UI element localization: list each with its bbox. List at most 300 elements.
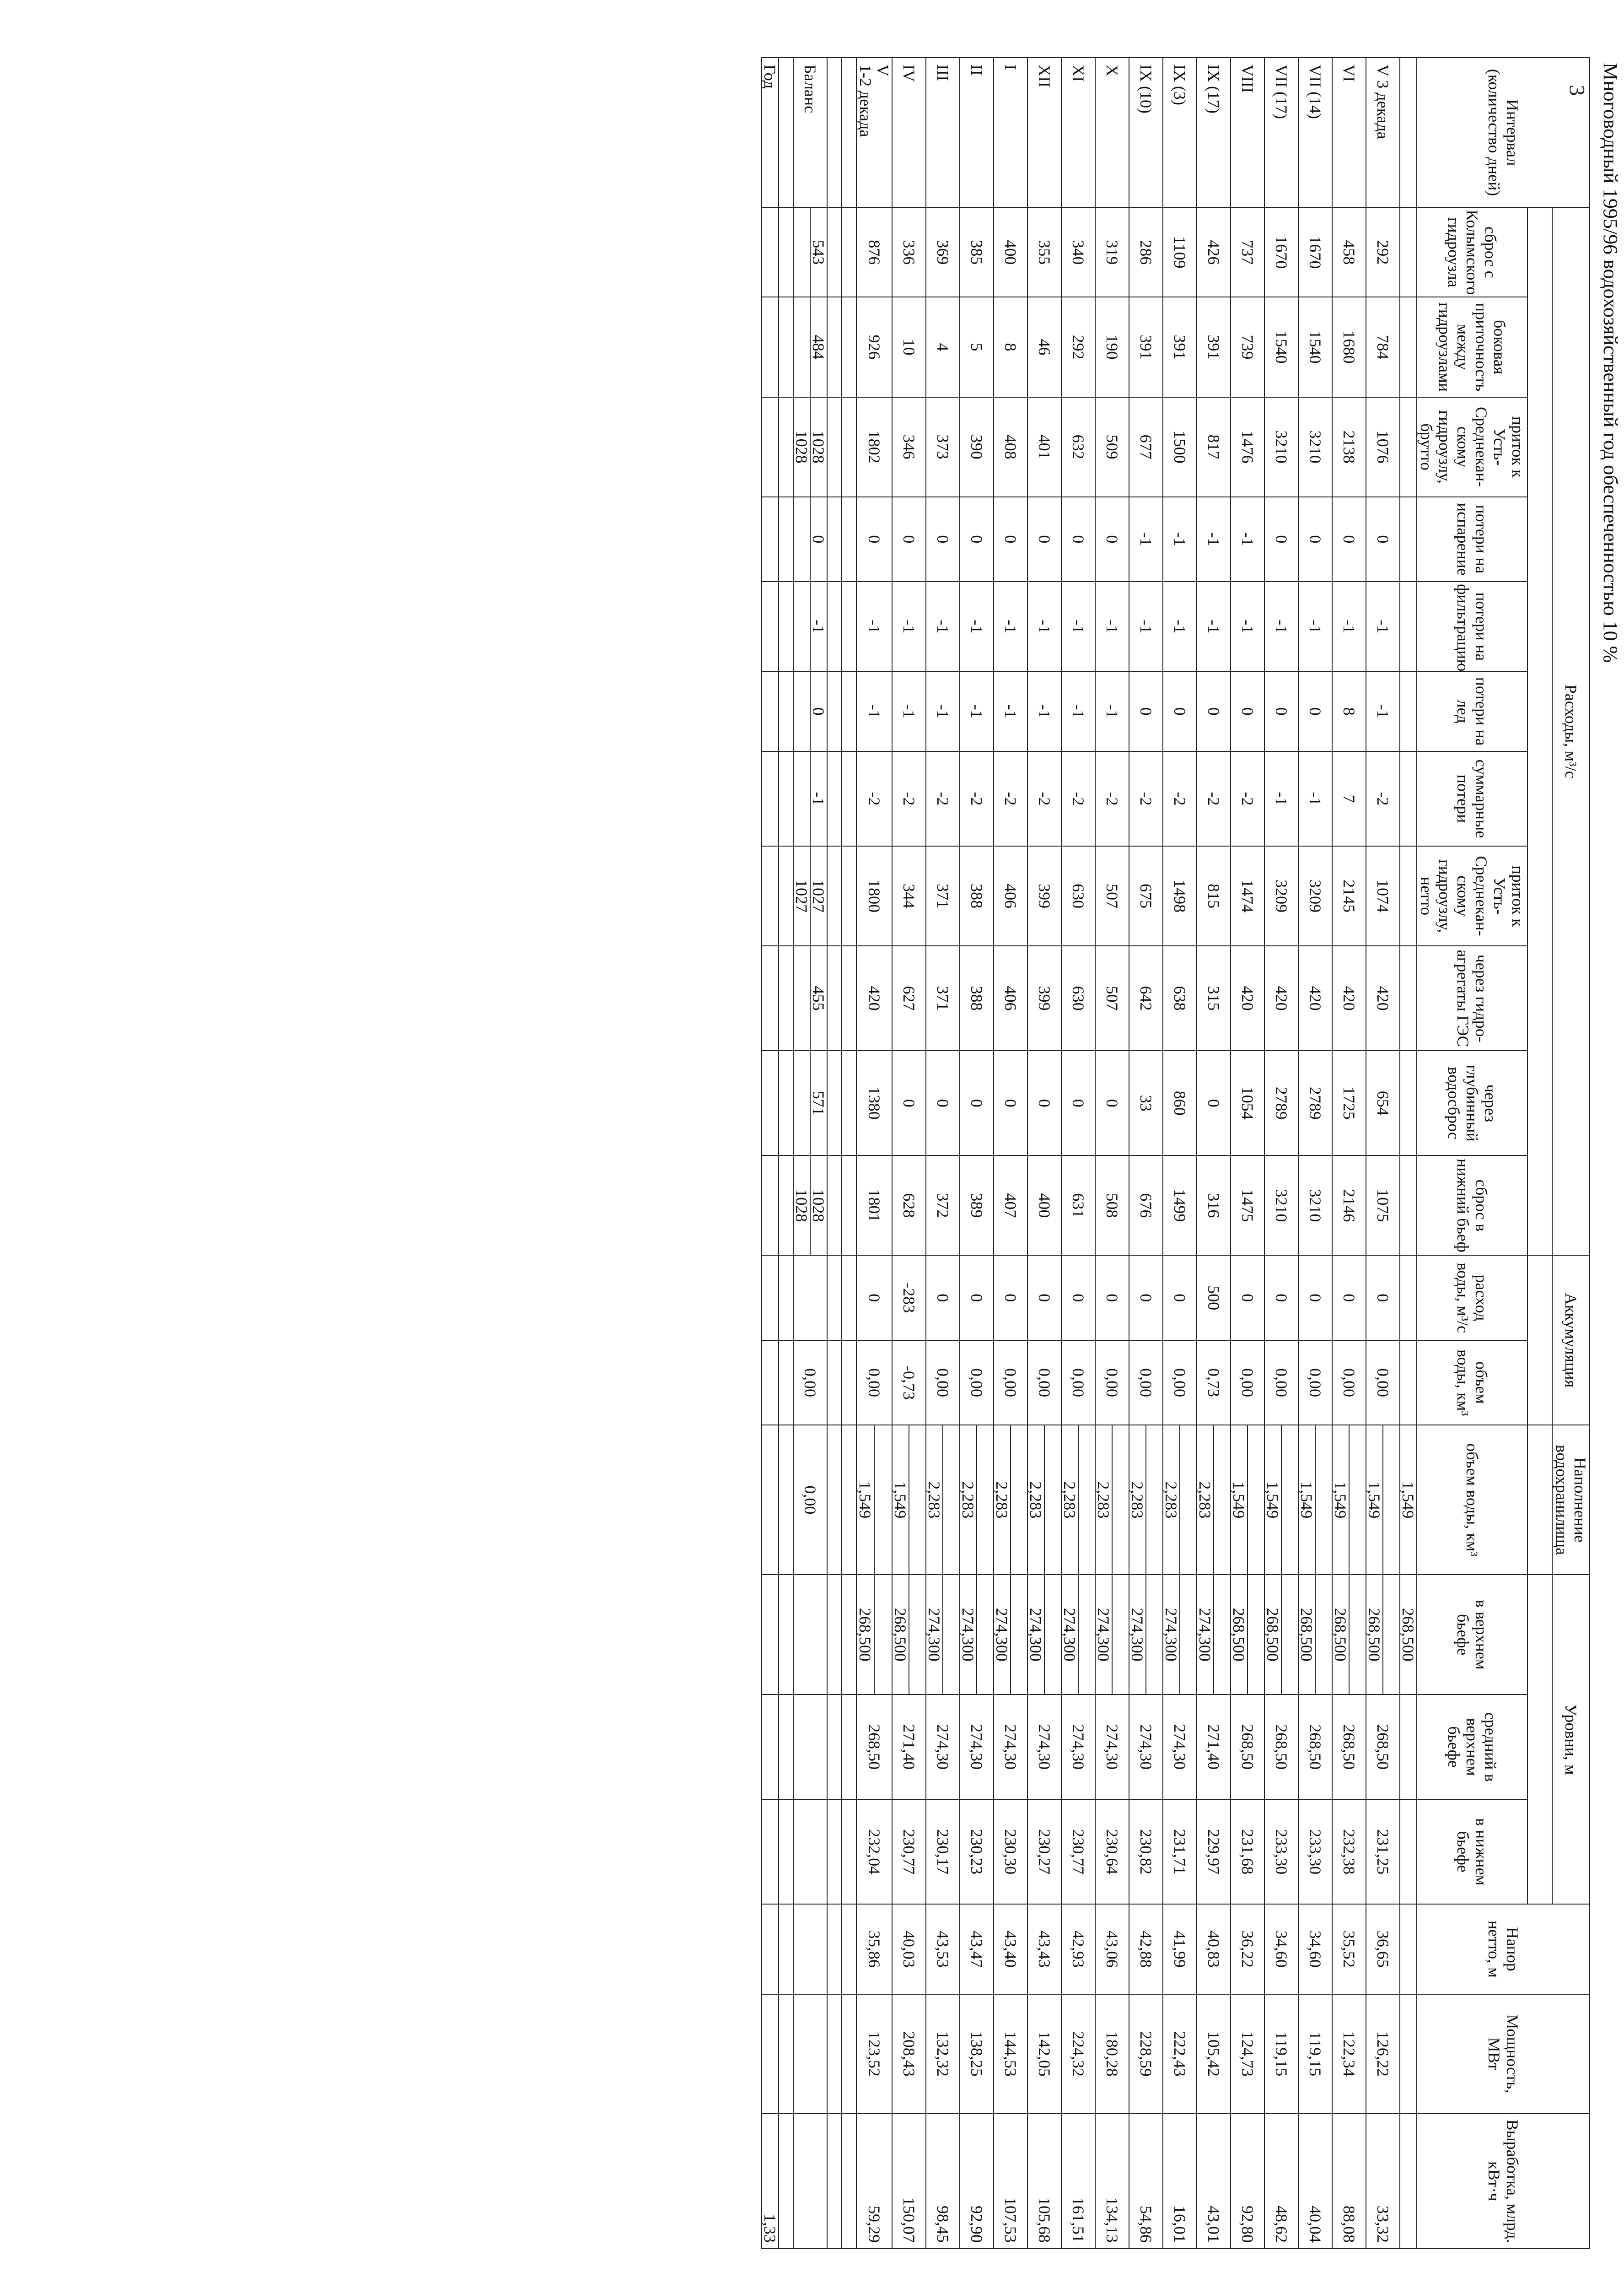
table-cell: 0,00 xyxy=(1366,1340,1400,1425)
table-cell xyxy=(779,1340,793,1425)
table-cell: 389 xyxy=(960,1155,994,1255)
table-cell xyxy=(827,397,842,497)
table-cell: -2 xyxy=(1197,751,1231,846)
table-cell: 319 xyxy=(1095,207,1129,297)
table-cell: -1 xyxy=(1298,582,1332,671)
table-cell: 0 xyxy=(1332,497,1366,582)
table-cell: 400 xyxy=(994,207,1027,297)
table-cell: 346 xyxy=(892,397,926,497)
table-cell: 385 xyxy=(960,207,994,297)
table-cell: 230,77 xyxy=(1061,1799,1095,1904)
table-cell: 315 xyxy=(1197,946,1231,1051)
table-cell: 391 xyxy=(1197,297,1231,397)
table-cell: -1 xyxy=(810,582,827,671)
table-cell: 1,549 xyxy=(1332,1425,1349,1575)
table-cell: 420 xyxy=(1366,946,1400,1051)
table-cell xyxy=(1400,846,1417,946)
table-cell xyxy=(793,1904,827,1994)
table-cell: -1 xyxy=(1129,497,1163,582)
table-cell: 224,32 xyxy=(1061,1994,1095,2114)
table-cell: 0 xyxy=(1129,671,1163,751)
table-cell: II xyxy=(960,58,994,207)
table-cell: 1,33 xyxy=(762,2114,779,2249)
table-cell xyxy=(1400,1340,1417,1425)
table-cell: 0,00 xyxy=(793,1425,827,1575)
table-cell: 500 xyxy=(1197,1255,1231,1340)
table-cell xyxy=(1400,1694,1417,1799)
table-cell: 406 xyxy=(994,846,1027,946)
table-cell xyxy=(842,846,856,946)
table-cell: 2,283 xyxy=(960,1425,977,1575)
table-cell xyxy=(793,751,810,846)
table-cell xyxy=(793,2114,827,2249)
table-cell: 0,00 xyxy=(926,1340,960,1425)
table-cell: 0,00 xyxy=(994,1340,1027,1425)
table-cell: 59,29 xyxy=(856,2114,892,2249)
table-cell: 0 xyxy=(1264,497,1298,582)
col-inflow-net: приток к Усть-Среднекан-скому гидроузлу, нетто xyxy=(1417,846,1527,946)
table-cell: -1 xyxy=(1366,671,1400,751)
table-cell xyxy=(827,1799,842,1904)
table-cell: 92,90 xyxy=(960,2114,994,2249)
table-cell: -0,73 xyxy=(892,1340,926,1425)
table-cell: 231,71 xyxy=(1163,1799,1197,1904)
table-cell: IX (10) xyxy=(1129,58,1163,207)
table-cell xyxy=(793,946,810,1051)
table-cell: 1540 xyxy=(1298,297,1332,397)
table-cell: 0 xyxy=(1298,497,1332,582)
table-cell xyxy=(842,1255,856,1340)
table-cell: 3210 xyxy=(1298,397,1332,497)
table-cell: 0,00 xyxy=(1264,1340,1298,1425)
table-cell: XII xyxy=(1027,58,1061,207)
table-cell: 274,300 xyxy=(1027,1575,1044,1694)
table-cell: 4 xyxy=(926,297,960,397)
table-cell: 119,15 xyxy=(1264,1994,1298,2114)
table-cell: 426 xyxy=(1197,207,1231,297)
table-cell: 507 xyxy=(1095,846,1129,946)
table-cell: -1 xyxy=(1027,582,1061,671)
table-cell: V 1-2 декада xyxy=(856,58,892,207)
table-cell xyxy=(793,1694,827,1799)
table-cell: 16,01 xyxy=(1163,2114,1197,2249)
table-cell: 1028 xyxy=(793,397,810,497)
table-cell: 0 xyxy=(856,497,892,582)
table-cell xyxy=(762,1155,779,1255)
table-cell: 274,300 xyxy=(960,1575,977,1694)
table-cell xyxy=(1281,1425,1298,1575)
table-cell: 0 xyxy=(960,497,994,582)
table-cell: 0 xyxy=(1027,1051,1061,1155)
table-cell: 1380 xyxy=(856,1051,892,1155)
table-cell xyxy=(762,1799,779,1904)
table-cell: 630 xyxy=(1061,946,1095,1051)
table-cell: 355 xyxy=(1027,207,1061,297)
table-cell: 2138 xyxy=(1332,397,1366,497)
table-cell xyxy=(793,1255,827,1340)
table-cell: 132,32 xyxy=(926,1994,960,2114)
table-cell xyxy=(762,207,779,297)
table-cell: 509 xyxy=(1095,397,1129,497)
table-cell: 739 xyxy=(1231,297,1264,397)
table-cell: 632 xyxy=(1061,397,1095,497)
table-cell: 3210 xyxy=(1264,1155,1298,1255)
table-cell xyxy=(842,1425,856,1575)
header-accum-sub xyxy=(1527,1255,1552,1425)
table-cell: 0 xyxy=(1264,671,1298,751)
table-cell: -1 xyxy=(994,671,1027,751)
table-row xyxy=(842,58,856,2249)
table-cell: 105,42 xyxy=(1197,1994,1231,2114)
table-cell: 34,60 xyxy=(1298,1904,1332,1994)
table-cell xyxy=(779,846,793,946)
table-cell xyxy=(1400,1994,1417,2114)
table-cell: 1725 xyxy=(1332,1051,1366,1155)
table-cell: 507 xyxy=(1095,946,1129,1051)
table-row xyxy=(1281,58,1298,2249)
table-cell: 274,30 xyxy=(994,1694,1027,1799)
table-cell: 40,03 xyxy=(892,1904,926,1994)
table-cell: -1 xyxy=(994,582,1027,671)
table-cell: 268,500 xyxy=(1298,1575,1315,1694)
table-cell: 1028 xyxy=(793,1155,810,1255)
table-cell: 230,82 xyxy=(1129,1799,1163,1904)
table-cell: 0 xyxy=(1095,1051,1129,1155)
table-cell: 0,00 xyxy=(1129,1340,1163,1425)
table-cell xyxy=(827,751,842,846)
table-cell: 271,40 xyxy=(892,1694,926,1799)
table-cell: 737 xyxy=(1231,207,1264,297)
table-cell xyxy=(842,946,856,1051)
table-cell: 232,04 xyxy=(856,1799,892,1904)
table-cell: 230,64 xyxy=(1095,1799,1129,1904)
table-cell: 126,22 xyxy=(1366,1994,1400,2114)
table-cell xyxy=(1400,1799,1417,1904)
table-cell: 144,53 xyxy=(994,1994,1027,2114)
table-cell: 40,04 xyxy=(1298,2114,1332,2249)
header-fill: Наполнение водохранилища xyxy=(1552,1425,1590,1575)
table-cell: 0,00 xyxy=(960,1340,994,1425)
table-cell: 0 xyxy=(1197,671,1231,751)
table-cell xyxy=(762,1694,779,1799)
col-evap-loss: потери на испарение xyxy=(1417,497,1527,582)
table-cell: -2 xyxy=(856,751,892,846)
table-cell: 274,30 xyxy=(1129,1694,1163,1799)
table-cell: 1,549 xyxy=(1366,1425,1383,1575)
table-cell: 42,93 xyxy=(1061,1904,1095,1994)
table-cell xyxy=(762,397,779,497)
table-cell: 388 xyxy=(960,946,994,1051)
table-cell xyxy=(1383,1425,1400,1575)
table-cell xyxy=(779,1051,793,1155)
table-cell xyxy=(1011,1425,1027,1575)
table-body xyxy=(762,58,1417,2249)
table-cell: 292 xyxy=(1366,207,1400,297)
table-cell: 1670 xyxy=(1264,207,1298,297)
table-cell: 784 xyxy=(1366,297,1400,397)
table-cell: -1 xyxy=(1027,671,1061,751)
table-cell xyxy=(779,58,793,207)
table-cell: 274,300 xyxy=(994,1575,1011,1694)
table-cell xyxy=(793,497,810,582)
table-cell: 0 xyxy=(1129,1255,1163,1340)
table-cell: 3210 xyxy=(1298,1155,1332,1255)
table-cell xyxy=(1248,1425,1264,1575)
table-cell: 0 xyxy=(810,497,827,582)
table-cell: 2789 xyxy=(1298,1051,1332,1155)
table-cell: 1,549 xyxy=(856,1425,874,1575)
col-ice-loss: потери на лед xyxy=(1417,671,1527,751)
table-cell: 0 xyxy=(1027,497,1061,582)
table-cell xyxy=(762,846,779,946)
table-cell: 677 xyxy=(1129,397,1163,497)
table-row xyxy=(1383,58,1400,2249)
table-row xyxy=(1011,58,1027,2249)
table-cell xyxy=(842,497,856,582)
table-cell: 0 xyxy=(1163,671,1197,751)
table-cell: 0,00 xyxy=(1095,1340,1129,1425)
table-cell: -1 xyxy=(1095,671,1129,751)
table-cell xyxy=(842,207,856,297)
table-cell xyxy=(762,1255,779,1340)
table-cell xyxy=(842,1155,856,1255)
table-cell xyxy=(842,1799,856,1904)
table-cell: 119,15 xyxy=(1298,1994,1332,2114)
table-row xyxy=(977,58,994,2249)
table-cell: 0 xyxy=(1163,1255,1197,1340)
table-cell: 105,68 xyxy=(1027,2114,1061,2249)
table-cell: 420 xyxy=(1231,946,1264,1051)
table-cell: 274,30 xyxy=(960,1694,994,1799)
table-cell: 0 xyxy=(1061,497,1095,582)
col-lower-level: в нижнем бьефе xyxy=(1417,1799,1527,1904)
table-cell: -1 xyxy=(892,582,926,671)
table-cell: 628 xyxy=(892,1155,926,1255)
table-cell: -1 xyxy=(1332,582,1366,671)
table-cell: 0,00 xyxy=(1027,1340,1061,1425)
table-cell xyxy=(779,2114,793,2249)
table-cell: 372 xyxy=(926,1155,960,1255)
table-cell xyxy=(943,1425,960,1575)
table-cell: 2,283 xyxy=(1095,1425,1112,1575)
table-cell: 860 xyxy=(1163,1051,1197,1155)
table-cell: 1500 xyxy=(1163,397,1197,497)
table-cell: 1,549 xyxy=(892,1425,909,1575)
table-cell: 0 xyxy=(1298,1255,1332,1340)
table-cell: 122,34 xyxy=(1332,1994,1366,2114)
table-cell: Баланс xyxy=(793,58,827,207)
table-cell: 2,283 xyxy=(1027,1425,1044,1575)
table-cell xyxy=(1248,1575,1264,1694)
table-cell: 274,30 xyxy=(926,1694,960,1799)
table-cell: 391 xyxy=(1129,297,1163,397)
table-cell: 92,80 xyxy=(1231,2114,1264,2249)
table-cell: 926 xyxy=(856,297,892,397)
table-cell: 344 xyxy=(892,846,926,946)
table-cell: 399 xyxy=(1027,846,1061,946)
table-cell xyxy=(793,1799,827,1904)
header-output: Выработка, млрд. кВт·ч xyxy=(1417,2114,1590,2249)
table-cell: 1801 xyxy=(856,1155,892,1255)
table-cell: 1109 xyxy=(1163,207,1197,297)
table-cell xyxy=(977,1575,994,1694)
col-kolyma-release: сброс с Колымского гидроузла xyxy=(1417,207,1527,297)
table-cell: -2 xyxy=(1129,751,1163,846)
table-cell xyxy=(842,1340,856,1425)
table-cell: 0 xyxy=(1061,1255,1095,1340)
table-cell: 0 xyxy=(1197,1051,1231,1155)
table-cell: 0,00 xyxy=(1061,1340,1095,1425)
table-cell: 208,43 xyxy=(892,1994,926,2114)
table-cell: 0 xyxy=(994,1051,1027,1155)
table-cell: XI xyxy=(1061,58,1095,207)
table-cell: 274,30 xyxy=(1163,1694,1197,1799)
table-cell: -1 xyxy=(1061,582,1095,671)
table-cell xyxy=(827,1255,842,1340)
table-cell: -1 xyxy=(1129,582,1163,671)
table-cell xyxy=(1112,1425,1129,1575)
table-cell: 274,300 xyxy=(1163,1575,1180,1694)
table-cell xyxy=(827,207,842,297)
table-cell: VII (14) xyxy=(1298,58,1332,207)
table-cell: 408 xyxy=(994,397,1027,497)
table-cell: 268,500 xyxy=(892,1575,909,1694)
table-cell xyxy=(827,1575,842,1694)
table-cell: 36,22 xyxy=(1231,1904,1264,1994)
col-inflow-gross: приток к Усть-Среднекан-скому гидроузлу, брутто xyxy=(1417,397,1527,497)
table-row xyxy=(779,58,793,2249)
table-cell xyxy=(842,1694,856,1799)
table-cell: 230,17 xyxy=(926,1799,960,1904)
table-cell: IX (3) xyxy=(1163,58,1197,207)
table-cell: 268,50 xyxy=(1298,1694,1332,1799)
table-cell: -2 xyxy=(960,751,994,846)
table-cell: -2 xyxy=(1366,751,1400,846)
table-cell: -1 xyxy=(892,671,926,751)
table-cell xyxy=(827,1155,842,1255)
table-cell xyxy=(842,1994,856,2114)
table-cell: 571 xyxy=(810,1051,827,1155)
table-cell xyxy=(779,1904,793,1994)
table-cell xyxy=(827,297,842,397)
table-cell: 35,52 xyxy=(1332,1904,1366,1994)
table-cell: 42,88 xyxy=(1129,1904,1163,1994)
table-cell xyxy=(762,1425,779,1575)
table-cell: 134,13 xyxy=(1095,2114,1129,2249)
table-cell xyxy=(842,582,856,671)
table-cell: 0 xyxy=(994,1255,1027,1340)
table-cell xyxy=(779,297,793,397)
table-cell xyxy=(1400,582,1417,671)
table-cell xyxy=(779,1994,793,2114)
table-cell: 815 xyxy=(1197,846,1231,946)
table-cell: -283 xyxy=(892,1255,926,1340)
table-cell: -2 xyxy=(1027,751,1061,846)
table-cell: 0 xyxy=(856,1255,892,1340)
table-cell xyxy=(762,1340,779,1425)
table-cell xyxy=(874,1425,892,1575)
table-cell xyxy=(909,1425,926,1575)
table-cell xyxy=(793,1051,810,1155)
table-cell xyxy=(762,751,779,846)
table-cell xyxy=(1146,1425,1163,1575)
table-cell: 420 xyxy=(1298,946,1332,1051)
table-cell: -1 xyxy=(1264,751,1298,846)
table-cell: 190 xyxy=(1095,297,1129,397)
table-cell: 268,50 xyxy=(1264,1694,1298,1799)
table-cell: 654 xyxy=(1366,1051,1400,1155)
header-levels-sub xyxy=(1527,1575,1552,1904)
table-cell xyxy=(1400,497,1417,582)
table-cell xyxy=(1281,1575,1298,1694)
table-cell: 1680 xyxy=(1332,297,1366,397)
table-cell xyxy=(874,1575,892,1694)
table-cell: -2 xyxy=(1095,751,1129,846)
table-cell: 400 xyxy=(1027,1155,1061,1255)
table-cell: 406 xyxy=(994,946,1027,1051)
table-cell xyxy=(1044,1575,1061,1694)
table-cell: 399 xyxy=(1027,946,1061,1051)
table-cell xyxy=(762,1994,779,2114)
table-cell: 231,25 xyxy=(1366,1799,1400,1904)
table-cell xyxy=(779,671,793,751)
table-cell: 229,97 xyxy=(1197,1799,1231,1904)
rotated-sheet xyxy=(69,57,1624,2249)
table-cell xyxy=(1400,1904,1417,1994)
table-cell: 0 xyxy=(1366,1255,1400,1340)
table-row xyxy=(1146,58,1163,2249)
table-cell xyxy=(842,1575,856,1694)
table-cell xyxy=(779,1425,793,1575)
table-cell: 33,32 xyxy=(1366,2114,1400,2249)
table-cell xyxy=(977,1425,994,1575)
col-upper-mean: средний в верхнем бьефе xyxy=(1417,1694,1527,1799)
col-filtr-loss: потери на фильтрацию xyxy=(1417,582,1527,671)
table-cell: 7 xyxy=(1332,751,1366,846)
table-cell: 271,40 xyxy=(1197,1694,1231,1799)
table-cell xyxy=(1180,1425,1197,1575)
table-cell: 0 xyxy=(892,1051,926,1155)
header-fill-sub xyxy=(1527,1425,1552,1575)
table-cell: -1 xyxy=(960,582,994,671)
table-cell: 0,00 xyxy=(1332,1340,1366,1425)
table-cell: 232,38 xyxy=(1332,1799,1366,1904)
table-cell: -1 xyxy=(1095,582,1129,671)
table-row xyxy=(1180,58,1197,2249)
table-cell: -2 xyxy=(892,751,926,846)
table-cell: 1028 xyxy=(810,1155,827,1255)
table-cell: 268,50 xyxy=(1366,1694,1400,1799)
header-power: Мощность, МВт xyxy=(1417,1994,1590,2114)
table-cell xyxy=(1400,207,1417,297)
table-cell: 0 xyxy=(926,1255,960,1340)
table-cell: 0 xyxy=(1298,671,1332,751)
table-cell: 3209 xyxy=(1298,846,1332,946)
table-cell: 40,83 xyxy=(1197,1904,1231,1994)
table-cell: 407 xyxy=(994,1155,1027,1255)
table-cell: IX (17) xyxy=(1197,58,1231,207)
table-cell xyxy=(779,1799,793,1904)
col-accum-flow: расход воды, м³/с xyxy=(1417,1255,1527,1340)
table-cell: 676 xyxy=(1129,1155,1163,1255)
table-cell xyxy=(842,297,856,397)
table-cell xyxy=(1400,58,1417,207)
table-cell xyxy=(1315,1575,1332,1694)
table-cell: IV xyxy=(892,58,926,207)
table-cell xyxy=(762,582,779,671)
col-fill-volume: объем воды, км³ xyxy=(1417,1425,1527,1575)
table-cell xyxy=(827,946,842,1051)
